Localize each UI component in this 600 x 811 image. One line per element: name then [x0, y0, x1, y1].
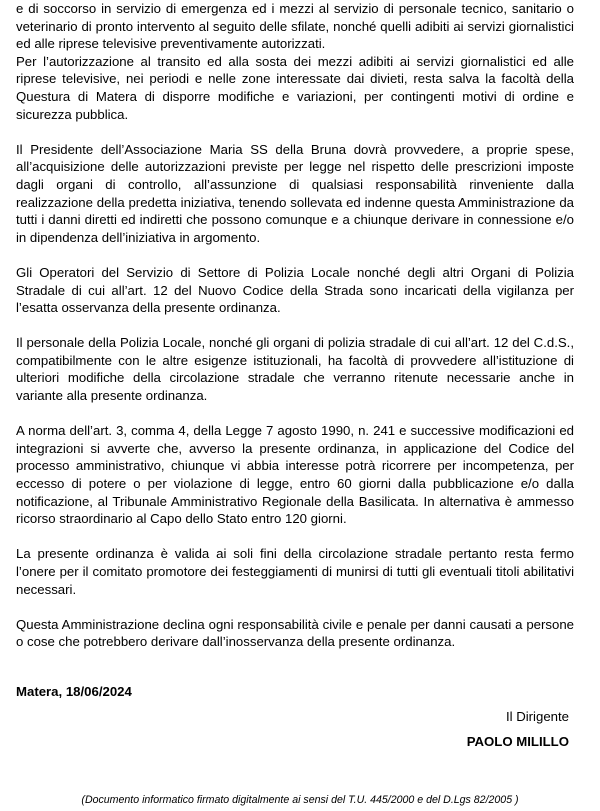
paragraph-emergency-vehicles: e di soccorso in servizio di emergenza ed i mezzi al servizio di personale tecnico, sanitario o veterinario di pronto intervento al seguito delle sfilate, nonché quelli adibiti ai servizi giornalistici ed alle riprese televisive preventivamente autorizzati.	[16, 1, 574, 52]
document-body	[16, 0, 574, 651]
paragraph-press-authorization: Per l’autorizzazione al transito ed alla sosta dei mezzi adibiti ai servizi giornalistici ed alle riprese televisive, nei periodi e nelle zone interessate dai divieti, resta salva la facoltà della Questura di Matera di disporre modifiche e variazioni, per contingenti motivi di ordine e sicurezza pubblica.	[16, 53, 574, 122]
paragraph-local-police: Il personale della Polizia Locale, nonché gli organi di polizia stradale di cui all’art. 12 del C.d.S., compatibilmente con le altre esigenze istituzionali, ha facoltà di provvedere all’istituzione di ulteriori modifiche della circolazione stradale che verranno ritenute necessarie anche in variante alla presente ordinanza.	[16, 335, 574, 404]
digital-signature-note: (Documento informatico firmato digitalmente ai sensi del T.U. 445/2000 e del D.Lgs 82/2005 )	[81, 794, 519, 806]
paragraph-association-duties: Il Presidente dell’Associazione Maria SS della Bruna dovrà provvedere, a proprie spese, all’acquisizione delle autorizzazioni previste per legge nel rispetto delle prescrizioni imposte dagli organi di controllo, all’assunzione di qualsiasi responsabilità rinveniente dalla realizzazione della predetta iniziativa, tenendo sollevata ed indenne questa Amministrazione da tutti i danni diretti ed indiretti che possono comunque e a chiunque derivare in connessione e/o in dipendenza dell’iniziativa in argomento.	[16, 141, 574, 245]
place-date: Matera, 18/06/2024	[16, 684, 132, 699]
signer-role: Il Dirigente	[505, 709, 569, 724]
paragraph-appeal-notice: A norma dell’art. 3, comma 4, della Legge 7 agosto 1990, n. 241 e successive modificazioni ed integrazioni si avverte che, avverso la presente ordinanza, in applicazione del Codice del processo amministrativo, chiunque vi abbia interesse potrà ricorrere per incompetenza, per eccesso di potere o per violazione di legge, entro 60 giorni dalla pubblicazione e/o dalla notificazione, al Tribunale Amministrativo Regionale della Basilicata. In alternativa è ammesso ricorso straordinario al Capo dello Stato entro 120 giorni.	[16, 423, 574, 527]
paragraph-validity: La presente ordinanza è valida ai soli fini della circolazione stradale pertanto resta fermo l’onere per il comitato promotore dei festeggiamenti di munirsi di tutti gli eventuali titoli abilitativi necessari.	[16, 546, 574, 597]
paragraph-liability-disclaimer: Questa Amministrazione declina ogni responsabilità civile e penale per danni causati a persone o cose che potrebbero derivare dall’inosservanza della presente ordinanza.	[16, 616, 574, 650]
signer-name: PAOLO MILILLO	[466, 734, 569, 749]
paragraph-enforcement-officers: Gli Operatori del Servizio di Settore di Polizia Locale nonché degli altri Organi di Polizia Stradale di cui all’art. 12 del Nuovo Codice della Strada sono incaricati della vigilanza per l’esatta osservanza della presente ordinanza.	[16, 264, 574, 316]
